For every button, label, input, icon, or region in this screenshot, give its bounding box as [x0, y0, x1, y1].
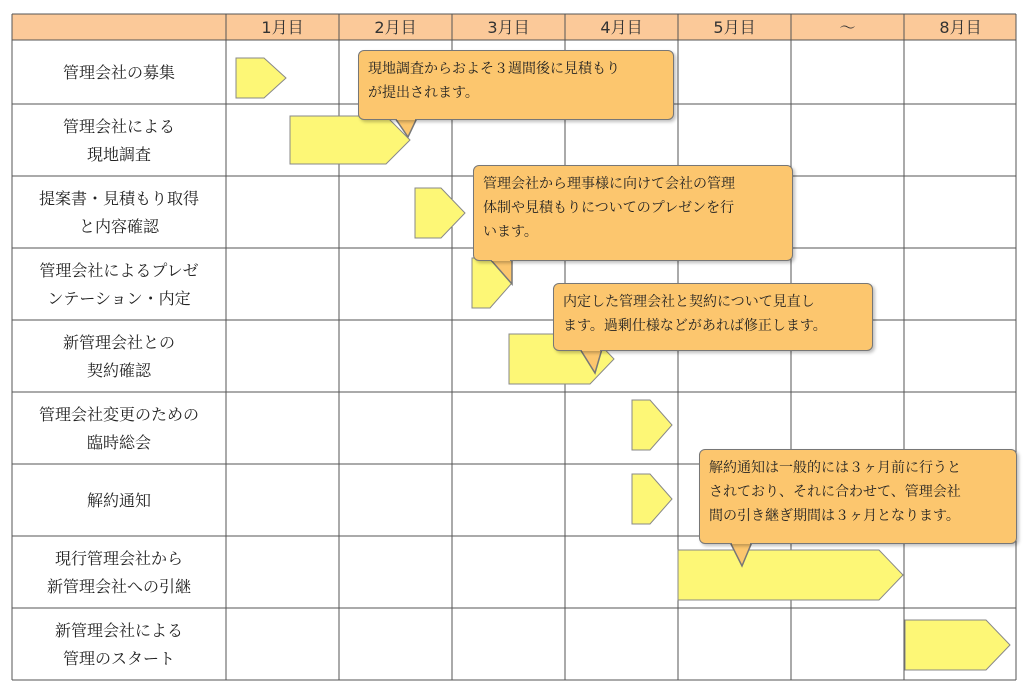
- header-row: [12, 14, 1016, 40]
- task-label-line: 管理会社変更のための: [38, 405, 200, 424]
- callout-line: 解約通知は一般的には３ヶ月前に行うと: [709, 460, 961, 476]
- callout-line: ます。過剰仕様などがあれば修正します。: [563, 318, 827, 334]
- task-label-5: [63, 333, 175, 380]
- callout-line: 管理会社から理事様に向けて会社の管理: [483, 176, 735, 192]
- task-label-7: [87, 491, 151, 510]
- task-label-line: 管理会社の募集: [62, 63, 176, 82]
- schedule-bar-8: [678, 550, 903, 600]
- callout-4: [699, 449, 1017, 544]
- schedule-bar-1: [236, 58, 286, 98]
- schedule-bars: [236, 58, 1010, 670]
- task-label-line: 臨時総会: [86, 433, 152, 452]
- schedule-bar-9: [905, 620, 1010, 670]
- callout-2: [473, 165, 793, 261]
- task-label-line: と内容確認: [78, 217, 160, 236]
- callout-line: 現地調査からおよそ３週間後に見積もり: [368, 61, 620, 77]
- callout-line: います。: [483, 224, 538, 240]
- task-label-6: [39, 405, 199, 452]
- task-label-8: [47, 549, 191, 596]
- callout-line: 体制や見積もりについてのプレゼンを行: [483, 200, 735, 216]
- callout-seam: [732, 540, 750, 544]
- schedule-bar-3: [415, 188, 465, 238]
- month-header-2: 2月目: [374, 18, 417, 37]
- month-header-1: 1月目: [261, 18, 304, 37]
- month-header-7: 8月目: [939, 18, 982, 37]
- task-label-line: 管理のスタート: [62, 649, 176, 668]
- callout-seam: [582, 347, 600, 351]
- month-header-4: 4月目: [600, 18, 643, 37]
- task-label-line: 契約確認: [86, 361, 152, 380]
- callout-1: [358, 50, 674, 120]
- callout-seam: [492, 257, 510, 261]
- schedule-bar-7: [632, 474, 672, 524]
- task-label-line: 提案書・見積もり取得: [38, 189, 200, 208]
- task-label-2: [63, 117, 175, 164]
- callout-line: 間の引き継ぎ期間は３ヶ月となります。: [709, 508, 960, 524]
- callout-line: されており、それに合わせて、管理会社: [709, 484, 961, 500]
- month-header-5: 5月目: [713, 18, 756, 37]
- month-header-6: 〜: [839, 18, 856, 37]
- task-label-1: [63, 63, 175, 82]
- task-label-line: ンテーション・内定: [47, 289, 191, 308]
- task-label-line: 新管理会社との: [62, 333, 176, 352]
- task-label-3: [39, 189, 199, 236]
- task-label-line: 管理会社によるプレゼ: [39, 261, 199, 280]
- task-label-line: 現地調査: [86, 145, 152, 164]
- task-label-line: 新管理会社への引継: [46, 577, 192, 596]
- callout-seam: [397, 116, 415, 120]
- schedule-bar-6: [632, 400, 672, 450]
- month-header-3: 3月目: [487, 18, 530, 37]
- task-labels: [39, 63, 199, 668]
- task-label-line: 現行管理会社から: [54, 549, 184, 568]
- task-label-line: 新管理会社による: [54, 621, 184, 640]
- task-label-line: 解約通知: [86, 491, 152, 510]
- callout-line: が提出されます。: [368, 85, 479, 101]
- task-label-9: [55, 621, 183, 668]
- schedule-bar-2: [290, 116, 410, 164]
- callout-line: 内定した管理会社と契約について見直し: [563, 294, 815, 310]
- callout-3: [553, 283, 873, 351]
- task-label-4: [39, 261, 198, 308]
- task-label-line: 管理会社による: [62, 117, 176, 136]
